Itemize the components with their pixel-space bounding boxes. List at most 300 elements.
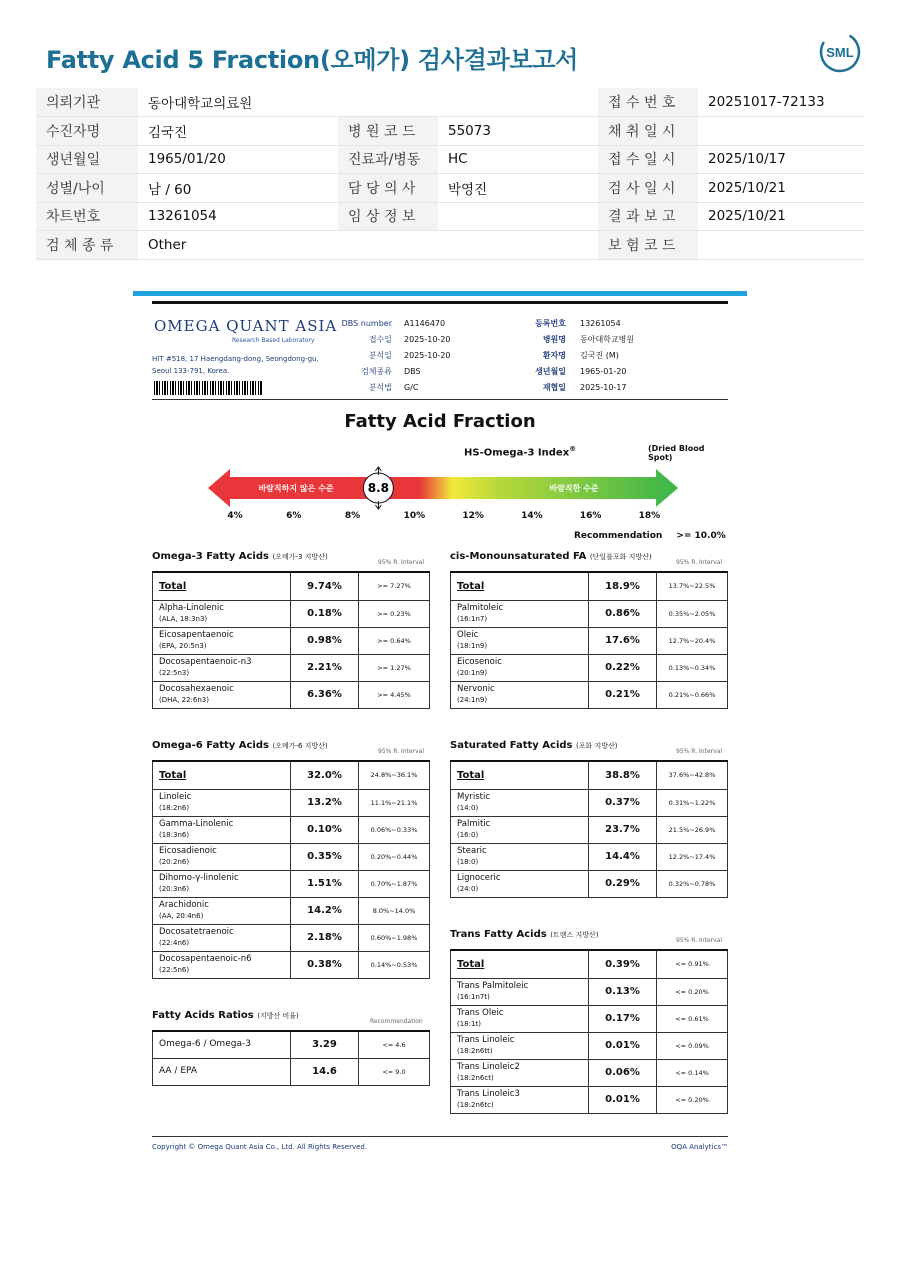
acid-name-cell xyxy=(153,1058,291,1085)
patient-value: 김국진 xyxy=(138,117,338,146)
patient-value xyxy=(698,231,864,260)
info-key: 분석일 xyxy=(368,351,392,360)
acid-name: Trans Linoleic xyxy=(457,1034,515,1045)
gauge-tick-label: 12% xyxy=(462,511,484,521)
omega3-index-gauge xyxy=(208,465,678,511)
patient-label: 차트번호 xyxy=(36,202,138,231)
acid-value: 17.6% xyxy=(589,627,657,654)
acid-range: <= 0.20% xyxy=(657,1086,728,1113)
acid-range: <= 4.6 xyxy=(359,1031,430,1058)
acid-value: 0.01% xyxy=(589,1086,657,1113)
info-line xyxy=(334,348,451,364)
info-line xyxy=(510,348,634,364)
table-row xyxy=(451,1059,728,1086)
info-line xyxy=(510,332,634,348)
acid-name: Gamma-Linolenic xyxy=(159,818,234,829)
ratio-name: Omega-6 / Omega-3 xyxy=(159,1039,251,1050)
total-range: 13.7%~22.5% xyxy=(657,572,728,600)
patient-summary xyxy=(510,316,634,396)
acid-name-cell xyxy=(451,681,589,708)
header-rule xyxy=(152,399,728,400)
gauge-tick-label: 18% xyxy=(638,511,661,521)
gauge-value: 8.8 xyxy=(367,481,390,495)
acid-name-cell xyxy=(451,600,589,627)
lab-address: HIT #518, 17 Haengdang-dong, Seongdong-gu, Seoul 133-791, Korea. xyxy=(152,355,319,375)
gauge-tick-label: 14% xyxy=(521,511,543,521)
trans-title-sub: (트랜스 지방산) xyxy=(550,931,599,939)
total-range: 37.6%~42.8% xyxy=(657,761,728,789)
acid-code: (DHA, 22:6n3) xyxy=(159,695,209,704)
patient-value xyxy=(438,88,598,117)
patient-value: 동아대학교의료원 xyxy=(138,88,338,117)
acid-code: (16:1n7) xyxy=(457,614,488,623)
omega3-title-text: Omega-3 Fatty Acids xyxy=(152,551,269,562)
patient-label: 진료과/병동 xyxy=(338,145,438,174)
acid-value: 2.18% xyxy=(291,924,359,951)
info-value: 13261054 xyxy=(580,319,621,328)
ratios-title-text: Fatty Acids Ratios xyxy=(152,1010,254,1021)
omega3-title-sub: (오메가-3 지방산) xyxy=(272,553,328,561)
table-row xyxy=(451,978,728,1005)
acid-range: <= 0.09% xyxy=(657,1032,728,1059)
gauge-tick-label: 8% xyxy=(344,511,361,521)
acid-name-cell xyxy=(153,681,291,708)
omega6-title-text: Omega-6 Fatty Acids xyxy=(152,740,269,751)
acid-name-cell xyxy=(451,789,589,816)
table-row xyxy=(451,681,728,708)
table-row xyxy=(451,1086,728,1113)
patient-label xyxy=(338,231,438,260)
omega6-title-sub: (오메가-6 지방산) xyxy=(272,742,328,750)
table-row xyxy=(153,924,430,951)
acid-code: (20:2n6) xyxy=(159,857,190,866)
patient-value: 박영진 xyxy=(438,174,598,203)
acid-name: Trans Oleic xyxy=(457,1007,504,1018)
acid-name-cell xyxy=(451,1005,589,1032)
acid-code: (18:2n6tt) xyxy=(457,1046,493,1055)
acid-name-cell xyxy=(451,843,589,870)
acid-name-cell xyxy=(451,870,589,897)
info-value: 동아대학교병원 xyxy=(580,335,635,344)
total-label: Total xyxy=(451,572,589,600)
patient-value: 1965/01/20 xyxy=(138,145,338,174)
info-line xyxy=(334,316,451,332)
sfa-title-text: Saturated Fatty Acids xyxy=(450,740,573,751)
acid-value: 14.6 xyxy=(291,1058,359,1085)
acid-value: 0.86% xyxy=(589,600,657,627)
table-row xyxy=(451,600,728,627)
table-row xyxy=(153,1058,430,1085)
acid-name-cell xyxy=(451,627,589,654)
acid-name-cell xyxy=(451,1086,589,1113)
total-label: Total xyxy=(451,761,589,789)
total-range: <= 0.91% xyxy=(657,950,728,978)
acid-value: 0.21% xyxy=(589,681,657,708)
index-title: HS-Omega-3 Index® xyxy=(464,445,577,459)
sfa-table xyxy=(450,760,728,898)
acid-range: 0.35%~2.05% xyxy=(657,600,728,627)
acid-range: 0.20%~0.44% xyxy=(359,843,430,870)
sfa-title-sub: (포화 지방산) xyxy=(575,742,618,750)
acid-name: Docosapentaenoic-n6 xyxy=(159,953,252,964)
table-row xyxy=(153,870,430,897)
patient-label xyxy=(338,88,438,117)
total-label: Total xyxy=(153,761,291,789)
acid-name: Linoleic xyxy=(159,791,192,802)
omega6-table xyxy=(152,760,430,979)
patient-value: Other xyxy=(138,231,338,260)
table-row xyxy=(153,951,430,978)
table-row xyxy=(153,897,430,924)
acid-value: 3.29 xyxy=(291,1031,359,1058)
table-row xyxy=(153,681,430,708)
omega6-section-title xyxy=(152,740,328,751)
info-key: 분석법 xyxy=(368,383,392,392)
acid-range: >= 0.23% xyxy=(359,600,430,627)
patient-label: 검 체 종 류 xyxy=(36,231,138,260)
patient-row xyxy=(36,202,864,231)
patient-value: 20251017-72133 xyxy=(698,88,864,117)
acid-name: Eicosenoic xyxy=(457,656,502,667)
gauge-tick-label: 10% xyxy=(403,511,426,521)
total-label: Total xyxy=(451,950,589,978)
table-row xyxy=(153,1031,430,1058)
acid-range: 0.06%~0.33% xyxy=(359,816,430,843)
acid-code: (EPA, 20:5n3) xyxy=(159,641,207,650)
info-value: 2025-10-20 xyxy=(404,335,451,344)
info-value: 2025-10-20 xyxy=(404,351,451,360)
acid-name-cell xyxy=(451,1059,589,1086)
acid-range: >= 1.27% xyxy=(359,654,430,681)
acid-code: (18:2n6tc) xyxy=(457,1100,494,1109)
acid-name: Trans Linoleic2 xyxy=(457,1061,520,1072)
info-line xyxy=(334,332,451,348)
acid-name: Myristic xyxy=(457,791,491,802)
patient-value xyxy=(698,117,864,146)
footer-rule xyxy=(152,1136,728,1137)
acid-code: (18:2n6) xyxy=(159,803,190,812)
acid-range: 11.1%~21.1% xyxy=(359,789,430,816)
info-line xyxy=(510,380,634,396)
ratios-table xyxy=(152,1030,430,1086)
acid-name-cell xyxy=(153,816,291,843)
acid-value: 6.36% xyxy=(291,681,359,708)
sfa-section-title xyxy=(450,740,617,751)
total-value: 0.39% xyxy=(589,950,657,978)
barcode xyxy=(154,381,262,395)
patient-label: 임 상 정 보 xyxy=(338,202,438,231)
acid-value: 0.38% xyxy=(291,951,359,978)
acid-name: Trans Linoleic3 xyxy=(457,1088,520,1099)
acid-name-cell xyxy=(153,654,291,681)
patient-value: 2025/10/21 xyxy=(698,174,864,203)
divider-bar xyxy=(133,291,747,296)
trans-total-row xyxy=(451,950,728,978)
acid-name: Lignoceric xyxy=(457,872,501,883)
mufa-total-row xyxy=(451,572,728,600)
info-key: 재협일 xyxy=(542,383,566,392)
acid-value: 0.35% xyxy=(291,843,359,870)
acid-code: (14:0) xyxy=(457,803,479,812)
ratio-name: AA / EPA xyxy=(159,1066,198,1076)
omega3-interval-label: 95% R. Interval xyxy=(378,559,424,566)
gauge-tick-label: 16% xyxy=(579,511,602,521)
svg-text:SML: SML xyxy=(826,45,854,60)
patient-label: 접 수 일 시 xyxy=(598,145,698,174)
trans-section-title xyxy=(450,929,598,940)
table-row xyxy=(451,1032,728,1059)
acid-code: (24:0) xyxy=(457,884,479,893)
acid-name-cell xyxy=(153,843,291,870)
patient-label: 보 험 코 드 xyxy=(598,231,698,260)
patient-value xyxy=(438,202,598,231)
acid-name: Trans Palmitoleic xyxy=(457,980,529,991)
total-range: 24.8%~36.1% xyxy=(359,761,430,789)
acid-range: 0.70%~1.87% xyxy=(359,870,430,897)
lab-tagline: Research Based Laboratory xyxy=(232,337,315,344)
acid-name-cell xyxy=(451,1032,589,1059)
total-label: Total xyxy=(153,572,291,600)
acid-code: (18:3n6) xyxy=(159,830,190,839)
acid-code: (18:2n6ct) xyxy=(457,1073,494,1082)
total-range: >= 7.27% xyxy=(359,572,430,600)
omega6-total-row xyxy=(153,761,430,789)
sfa-total-row xyxy=(451,761,728,789)
info-key: 등록번호 xyxy=(535,319,566,328)
patient-row xyxy=(36,145,864,174)
total-value: 32.0% xyxy=(291,761,359,789)
gauge-tick-label: 4% xyxy=(227,511,243,521)
acid-value: 0.01% xyxy=(589,1032,657,1059)
acid-value: 0.37% xyxy=(589,789,657,816)
info-key: DBS number xyxy=(341,319,392,328)
acid-range: <= 0.61% xyxy=(657,1005,728,1032)
patient-label: 검 사 일 시 xyxy=(598,174,698,203)
mufa-section-title xyxy=(450,551,652,562)
table-row xyxy=(451,789,728,816)
acid-range: 8.0%~14.0% xyxy=(359,897,430,924)
info-line xyxy=(510,364,634,380)
acid-value: 0.17% xyxy=(589,1005,657,1032)
gauge-tick-label: 6% xyxy=(286,511,302,521)
patient-value: HC xyxy=(438,145,598,174)
patient-row xyxy=(36,231,864,260)
acid-name-cell xyxy=(153,627,291,654)
acid-range: >= 4.45% xyxy=(359,681,430,708)
acid-name: Nervonic xyxy=(457,683,495,694)
patient-label: 수진자명 xyxy=(36,117,138,146)
acid-name-cell xyxy=(451,816,589,843)
mufa-title-text: cis-Monounsaturated FA xyxy=(450,551,587,562)
acid-name-cell xyxy=(451,654,589,681)
info-key: 접수일 xyxy=(368,335,392,344)
patient-label: 담 당 의 사 xyxy=(338,174,438,203)
acid-code: (AA, 20:4n6) xyxy=(159,911,204,920)
acid-value: 0.18% xyxy=(291,600,359,627)
patient-label: 병 원 코 드 xyxy=(338,117,438,146)
patient-row xyxy=(36,88,864,117)
patient-info-table xyxy=(36,88,864,260)
patient-label: 생년월일 xyxy=(36,145,138,174)
acid-code: (18:1t) xyxy=(457,1019,481,1028)
patient-label: 결 과 보 고 xyxy=(598,202,698,231)
acid-range: <= 0.20% xyxy=(657,978,728,1005)
table-row xyxy=(451,843,728,870)
mufa-interval-label: 95% R. Interval xyxy=(676,559,722,566)
good-zone-label: 바람직한 수준 xyxy=(549,484,599,493)
acid-code: (22:5n3) xyxy=(159,668,190,677)
copyright: Copyright © Omega Quant Asia Co., Ltd. All Rights Reserved. xyxy=(152,1143,368,1151)
mufa-title-sub: (단일불포화 지방산) xyxy=(589,553,652,561)
acid-value: 14.2% xyxy=(291,897,359,924)
acid-name: Docosatetraenoic xyxy=(159,926,234,937)
info-value: A1146470 xyxy=(404,319,446,328)
acid-name: Dihomo-γ-linolenic xyxy=(159,872,239,883)
acid-name-cell xyxy=(153,897,291,924)
info-value: G/C xyxy=(404,383,419,392)
omega3-section-title xyxy=(152,551,328,562)
ratios-interval-label: Recommendation xyxy=(370,1018,423,1025)
patient-value: 남 / 60 xyxy=(138,174,338,203)
recommendation: Recommendation >= 10.0% xyxy=(574,531,726,541)
acid-code: (20:3n6) xyxy=(159,884,190,893)
acid-code: (22:5n6) xyxy=(159,965,190,974)
acid-code: (ALA, 18:3n3) xyxy=(159,614,208,623)
acid-name: Docosapentaenoic-n3 xyxy=(159,656,252,667)
acid-range: 21.5%~26.9% xyxy=(657,816,728,843)
table-row xyxy=(451,816,728,843)
patient-label: 접 수 번 호 xyxy=(598,88,698,117)
table-row xyxy=(451,654,728,681)
acid-range: 12.2%~17.4% xyxy=(657,843,728,870)
table-row xyxy=(451,870,728,897)
acid-code: (20:1n9) xyxy=(457,668,488,677)
brand-mark: OQA Analytics™ xyxy=(671,1143,728,1151)
acid-range: 0.21%~0.66% xyxy=(657,681,728,708)
acid-name-cell xyxy=(153,1031,291,1058)
acid-name-cell xyxy=(153,870,291,897)
acid-name: Stearic xyxy=(457,845,487,856)
info-key: 환자명 xyxy=(542,351,566,360)
sml-logo xyxy=(818,30,862,74)
acid-range: <= 9.0 xyxy=(359,1058,430,1085)
patient-row xyxy=(36,117,864,146)
patient-value xyxy=(438,231,598,260)
acid-value: 0.13% xyxy=(589,978,657,1005)
acid-range: >= 0.64% xyxy=(359,627,430,654)
trans-interval-label: 95% R. Interval xyxy=(676,937,722,944)
trans-table xyxy=(450,949,728,1114)
acid-name: Eicosapentaenoic xyxy=(159,629,234,640)
acid-range: <= 0.14% xyxy=(657,1059,728,1086)
table-row xyxy=(153,654,430,681)
acid-value: 1.51% xyxy=(291,870,359,897)
ratios-title-sub: (지방산 비율) xyxy=(257,1012,299,1020)
acid-code: (16:0) xyxy=(457,830,479,839)
acid-name-cell xyxy=(153,951,291,978)
bad-zone-label: 바람직하지 않은 수준 xyxy=(258,484,334,493)
acid-name: Oleic xyxy=(457,629,479,640)
acid-code: (24:1n9) xyxy=(457,695,488,704)
acid-value: 0.06% xyxy=(589,1059,657,1086)
mufa-table xyxy=(450,571,728,709)
table-row xyxy=(153,843,430,870)
table-row xyxy=(451,627,728,654)
acid-name-cell xyxy=(153,924,291,951)
acid-value: 0.22% xyxy=(589,654,657,681)
acid-value: 0.98% xyxy=(291,627,359,654)
acid-value: 2.21% xyxy=(291,654,359,681)
acid-name: Palmitoleic xyxy=(457,602,504,613)
total-value: 9.74% xyxy=(291,572,359,600)
acid-range: 0.14%~0.53% xyxy=(359,951,430,978)
acid-value: 13.2% xyxy=(291,789,359,816)
acid-range: 0.31%~1.22% xyxy=(657,789,728,816)
info-value: 김국진 (M) xyxy=(580,351,619,360)
acid-value: 0.29% xyxy=(589,870,657,897)
info-line xyxy=(334,380,451,396)
omega3-table xyxy=(152,571,430,709)
acid-range: 0.13%~0.34% xyxy=(657,654,728,681)
patient-label: 채 취 일 시 xyxy=(598,117,698,146)
info-line xyxy=(334,364,451,380)
total-value: 18.9% xyxy=(589,572,657,600)
acid-code: (16:1n7t) xyxy=(457,992,490,1001)
info-line xyxy=(510,316,634,332)
table-row xyxy=(153,789,430,816)
acid-value: 14.4% xyxy=(589,843,657,870)
lab-report xyxy=(152,301,728,1161)
acid-name: Eicosadienoic xyxy=(159,845,217,856)
patient-row xyxy=(36,174,864,203)
acid-name: Docosahexaenoic xyxy=(159,683,234,694)
acid-name-cell xyxy=(153,600,291,627)
lab-logo: OMEGA QUANT ASIA xyxy=(154,317,338,335)
acid-code: (18:1n9) xyxy=(457,641,488,650)
ratios-section-title xyxy=(152,1010,299,1021)
acid-name: Alpha-Linolenic xyxy=(159,602,224,613)
patient-value: 13261054 xyxy=(138,202,338,231)
trans-title-text: Trans Fatty Acids xyxy=(450,929,547,940)
acid-name-cell xyxy=(153,789,291,816)
patient-value: 2025/10/21 xyxy=(698,202,864,231)
info-value: DBS xyxy=(404,367,421,376)
acid-value: 0.10% xyxy=(291,816,359,843)
sample-type-note: (Dried Blood Spot) xyxy=(648,444,705,462)
acid-range: 0.32%~0.78% xyxy=(657,870,728,897)
info-key: 생년월일 xyxy=(535,367,566,376)
acid-code: (18:0) xyxy=(457,857,479,866)
patient-label: 성별/나이 xyxy=(36,174,138,203)
sample-info xyxy=(334,316,451,396)
acid-range: 0.60%~1.98% xyxy=(359,924,430,951)
info-value: 1965-01-20 xyxy=(580,367,627,376)
acid-range: 12.7%~20.4% xyxy=(657,627,728,654)
sfa-interval-label: 95% R. Interval xyxy=(676,748,722,755)
omega6-interval-label: 95% R. Interval xyxy=(378,748,424,755)
info-key: 검체종류 xyxy=(361,367,392,376)
table-row xyxy=(153,627,430,654)
acid-name: Palmitic xyxy=(457,818,491,829)
omega3-total-row xyxy=(153,572,430,600)
patient-value: 2025/10/17 xyxy=(698,145,864,174)
patient-value: 55073 xyxy=(438,117,598,146)
acid-name-cell xyxy=(451,978,589,1005)
acid-code: (22:4n6) xyxy=(159,938,190,947)
total-value: 38.8% xyxy=(589,761,657,789)
patient-label: 의뢰기관 xyxy=(36,88,138,117)
report-top-rule xyxy=(152,301,728,304)
